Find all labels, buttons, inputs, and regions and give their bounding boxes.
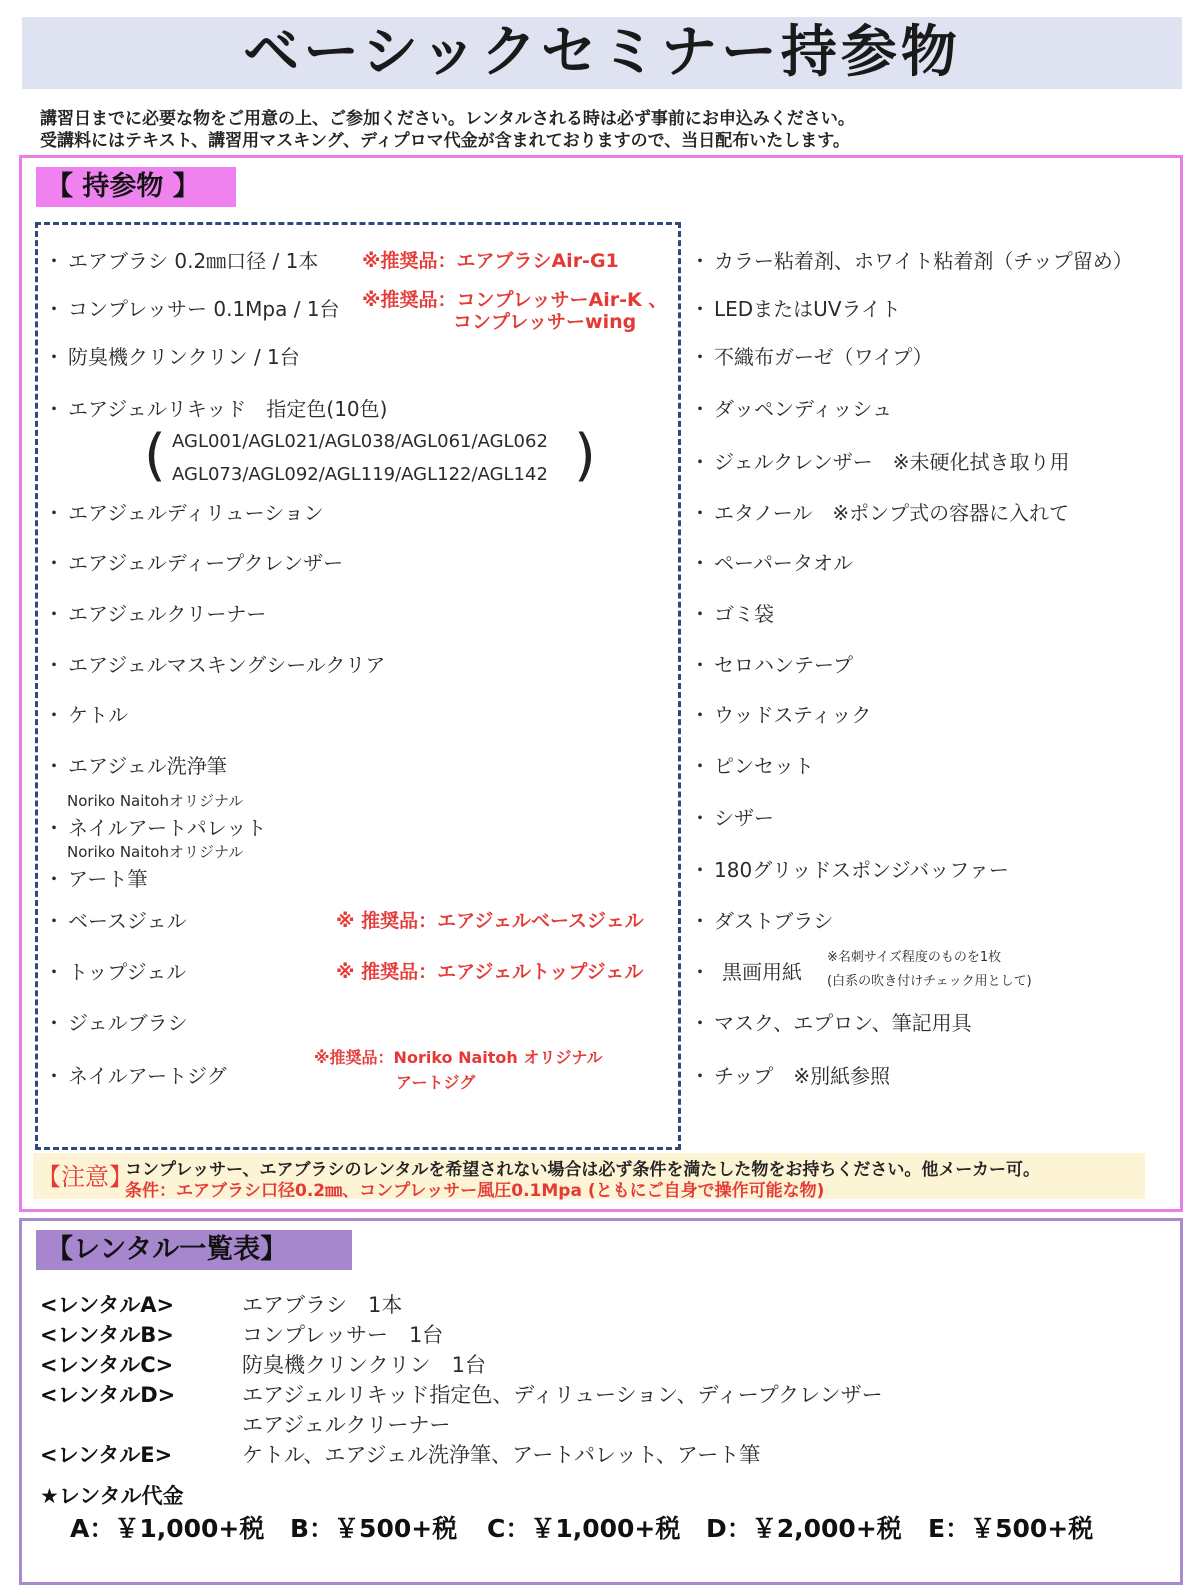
rental-label-b: <レンタルB> [40, 1323, 174, 1347]
list-item: ・ シザー [690, 806, 774, 830]
rental-fee-title: ★レンタル代金 [40, 1484, 184, 1508]
list-item: ・ ウッドスティック [690, 703, 872, 727]
black-paper-note-2: (白系の吹き付けチェック用として) [827, 974, 1032, 989]
black-paper-note-1: ※名刺サイズ程度のものを1枚 [827, 950, 1002, 965]
list-item: ・ マスク、エプロン、筆記用具 [690, 1011, 972, 1035]
notice-box [33, 1153, 1145, 1199]
list-item: ・ ベースジェル [44, 909, 187, 933]
list-item: ・ LEDまたはUVライト [690, 297, 901, 321]
list-item: ・ チップ ※別紙参照 [690, 1064, 891, 1088]
list-item: ・ エアジェルディープクレンザー [44, 551, 344, 575]
list-item: ・ ネイルアートジグ [44, 1064, 227, 1088]
list-item: ・ ピンセット [690, 754, 814, 778]
list-item: ・ エアブラシ 0.2㎜口径 / 1本 [44, 249, 319, 273]
list-item: ・ ネイルアートパレット [44, 816, 267, 840]
items-section-header: 【 持参物 】 [36, 167, 236, 207]
list-item: ・ エアジェルマスキングシールクリア [44, 653, 386, 677]
rental-value-a: エアブラシ 1本 [242, 1293, 403, 1317]
list-item: ・ トップジェル [44, 960, 187, 984]
paren-close: ) [574, 423, 596, 488]
list-item: ・ ジェルブラシ [44, 1011, 188, 1035]
fee-d: D：￥2,000+税 [706, 1514, 902, 1543]
rental-value-c: 防臭機クリンクリン 1台 [242, 1353, 486, 1377]
list-item: ・ コンプレッサー 0.1Mpa / 1台 [44, 297, 340, 321]
recommendation-top-gel: ※ 推奨品：エアジェルトップジェル [336, 961, 644, 983]
rental-section-header: 【レンタル一覧表】 [36, 1230, 352, 1270]
list-item: ・ カラー粘着剤、ホワイト粘着剤（チップ留め） [690, 249, 1133, 273]
recommendation-compressor-2: コンプレッサーwing [453, 311, 637, 333]
recommendation-base-gel: ※ 推奨品：エアジェルベースジェル [336, 910, 644, 932]
fee-b: B：￥500+税 [290, 1514, 458, 1543]
list-item: ・ 180グリッドスポンジバッファー [690, 858, 1009, 882]
notice-tag: 【注意】 [37, 1163, 133, 1191]
title-banner [22, 17, 1182, 89]
fee-a: A：￥1,000+税 [70, 1514, 265, 1543]
list-item: ・ エアジェルディリューション [44, 501, 324, 525]
list-item: ・ エアジェルクリーナー [44, 602, 267, 626]
recommendation-jig-2: アートジグ [396, 1073, 476, 1092]
rental-label-d: <レンタルD> [40, 1383, 176, 1407]
list-item: ・ エアジェルリキッド 指定色(10色) [44, 397, 388, 421]
list-item: ・ アート筆 [44, 867, 148, 891]
list-item: ・ ケトル [44, 703, 128, 727]
recommendation-jig-1: ※推奨品：Noriko Naitoh オリジナル [314, 1048, 603, 1067]
page-title: ベーシックセミナー持参物 [243, 20, 961, 85]
intro-line-1: 講習日までに必要な物をご用意の上、ご参加ください。レンタルされる時は必ず事前にお申込みください。 [40, 109, 855, 129]
rental-label-c: <レンタルC> [40, 1353, 174, 1377]
list-item: ・ エアジェル洗浄筆 [44, 754, 227, 778]
rental-label-e: <レンタルE> [40, 1443, 173, 1467]
fee-c: C：￥1,000+税 [487, 1514, 681, 1543]
rental-value-b: コンプレッサー 1台 [242, 1323, 444, 1347]
list-item: ・ セロハンテープ [690, 653, 853, 677]
list-item: ・ ダストブラシ [690, 909, 834, 933]
rental-label-a: <レンタルA> [40, 1293, 175, 1317]
list-item: ・ ペーパータオル [690, 551, 853, 575]
list-item: ・ ダッペンディッシュ [690, 397, 892, 421]
notice-line-2: 条件：エアブラシ口径0.2㎜、コンプレッサー風圧0.1Mpa (ともにご自身で操作可能な物) [125, 1181, 825, 1201]
liquid-codes-line-1: AGL001/AGL021/AGL038/AGL061/AGL062 [172, 431, 548, 452]
list-item: ・ エタノール ※ポンプ式の容器に入れて [690, 501, 1070, 525]
noriko-label-brush: Noriko Naitohオリジナル [67, 843, 244, 861]
recommendation-compressor-1: ※推奨品：コンプレッサーAir-K 、 [362, 289, 668, 311]
notice-line-1: コンプレッサー、エアブラシのレンタルを希望されない場合は必ず条件を満たした物をお持ちください。他メーカー可。 [125, 1160, 1041, 1180]
rental-value-d-cont: エアジェルクリーナー [242, 1413, 451, 1437]
recommendation-airbrush: ※推奨品：エアブラシAir-G1 [362, 250, 619, 272]
noriko-label-palette: Noriko Naitohオリジナル [67, 792, 244, 810]
list-item: ・ 黒画用紙 [690, 960, 802, 984]
liquid-codes-line-2: AGL073/AGL092/AGL119/AGL122/AGL142 [172, 464, 548, 485]
list-item: ・ 防臭機クリンクリン / 1台 [44, 345, 300, 369]
intro-line-2: 受講料にはテキスト、講習用マスキング、ディプロマ代金が含まれておりますので、当日配布いたします。 [40, 131, 850, 151]
paren-open: ( [144, 423, 166, 488]
list-item: ・ 不織布ガーゼ（ワイプ） [690, 345, 933, 369]
list-item: ・ ジェルクレンザー ※未硬化拭き取り用 [690, 450, 1070, 474]
rental-value-e: ケトル、エアジェル洗浄筆、アートパレット、アート筆 [242, 1443, 761, 1467]
list-item: ・ ゴミ袋 [690, 602, 774, 626]
fee-e: E：￥500+税 [928, 1514, 1094, 1543]
rental-value-d: エアジェルリキッド指定色、ディリューション、ディープクレンザー [242, 1383, 883, 1407]
